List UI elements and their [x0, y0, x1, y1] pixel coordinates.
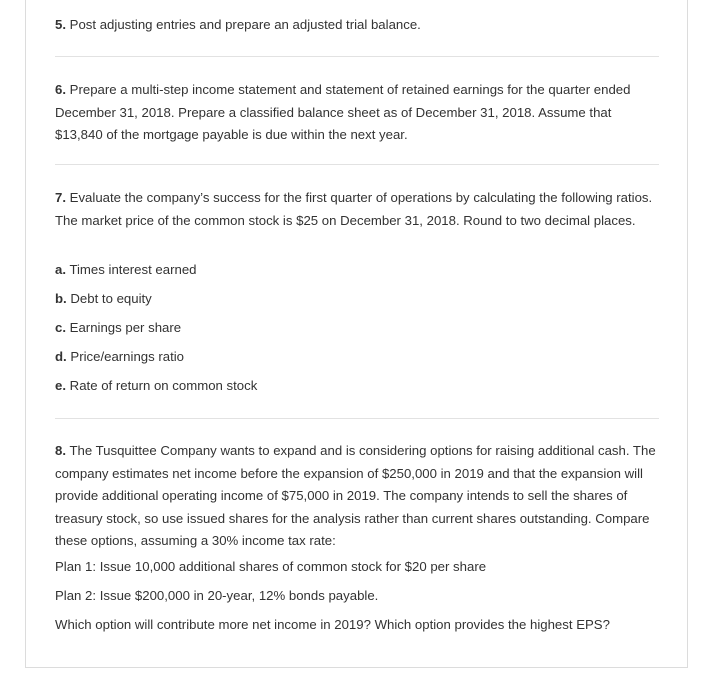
ratio-item-text: Price/earnings ratio — [70, 349, 185, 364]
ratio-item-text: Debt to equity — [70, 291, 152, 306]
step-6-number: 6. — [55, 82, 66, 97]
final-question: Which option will contribute more net income in 2019? Which option provides the highest EPS? — [55, 617, 610, 632]
ratio-item-letter: c. — [55, 320, 66, 335]
ratio-item-b — [55, 288, 152, 311]
plan-2: Plan 2: Issue $200,000 in 20-year, 12% bonds payable. — [55, 588, 379, 603]
ratio-item-letter: e. — [55, 378, 66, 393]
step-5-text: Post adjusting entries and prepare an adjusted trial balance. — [69, 17, 421, 32]
ratio-item-text: Earnings per share — [69, 320, 182, 335]
step-6 — [55, 79, 660, 147]
step-7 — [55, 187, 660, 232]
ratio-item-letter: d. — [55, 349, 67, 364]
step-8-text: The Tusquittee Company wants to expand and is considering options for raising additional cash. The company estimates net income before the expansion of $250,000 in 2019 and that the expansion will provide additional operating income of $75,000 in 2019. The company intends to sell the shares of treasury stock, so use issued shares for the analysis rather than current shares outstanding. Compare these options, assuming a 30% income tax rate: — [55, 443, 656, 549]
ratio-item-e — [55, 375, 257, 398]
step-8-number: 8. — [55, 443, 66, 458]
ratio-item-text: Rate of return on common stock — [69, 378, 258, 393]
step-7-number: 7. — [55, 190, 66, 205]
ratio-item-letter: a. — [55, 262, 66, 277]
divider — [55, 56, 659, 57]
ratio-item-c — [55, 317, 181, 340]
ratio-item-d — [55, 346, 184, 369]
step-5-number: 5. — [55, 17, 66, 32]
plan-1: Plan 1: Issue 10,000 additional shares of common stock for $20 per share — [55, 559, 487, 574]
divider — [55, 164, 659, 165]
step-6-text: Prepare a multi-step income statement and statement of retained earnings for the quarter ended December 31, 2018. Prepare a classified balance sheet as of December 31, 2018. Assume that $13,840 of the mortgage payable is due within the next year. — [55, 82, 631, 143]
ratio-item-text: Times interest earned — [69, 262, 197, 277]
step-8 — [55, 440, 660, 553]
ratio-item-a — [55, 259, 196, 282]
divider — [55, 418, 659, 419]
ratio-item-letter: b. — [55, 291, 67, 306]
step-5 — [55, 14, 660, 37]
step-7-text: Evaluate the company’s success for the first quarter of operations by calculating the following ratios. The market price of the common stock is $25 on December 31, 2018. Round to two decimal places. — [55, 190, 653, 228]
question-card — [25, 0, 688, 668]
